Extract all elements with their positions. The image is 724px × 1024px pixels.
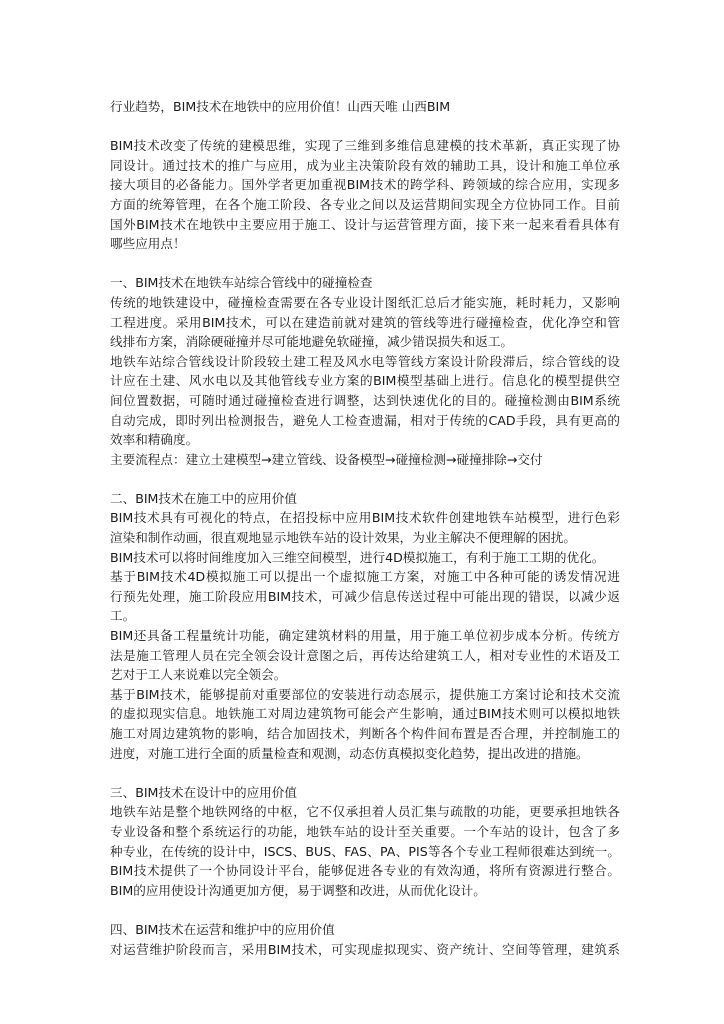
text-line: 地铁车站是整个地铁网络的中枢，它不仅承担着人员汇集与疏散的功能，更要承担地铁各 <box>110 804 620 820</box>
text-line: 同设计。通过技术的推广与应用，成为业主决策阶段有效的辅助工具，设计和施工单位承 <box>110 157 620 173</box>
spacer <box>110 254 620 274</box>
text-line: 渲染和制作动画，很直观地显示地铁车站的设计效果，为业主解决不便理解的困扰。 <box>110 530 576 546</box>
text-line: 法是施工管理人员在完全领会设计意图之后，再传达给建筑工人，相对专业性的术语及工 <box>110 647 620 663</box>
text-line: 进度，对施工进行全面的质量检查和观测，动态仿真模拟变化趋势，提出改进的措施。 <box>110 745 589 761</box>
text-line: BIM技术提供了一个协同设计平台，能够促进各专业的有效沟通，将所有资源进行整合。 <box>110 863 620 879</box>
spacer <box>110 117 620 137</box>
text-line: BIM的应用使设计沟通更加方便，易于调整和改进，从而优化设计。 <box>110 882 486 898</box>
text-line: 对运营维护阶段而言，采用BIM技术，可实现虚拟现实、资产统计、空间等管理，建筑系 <box>110 941 620 957</box>
text-line: 基于BIM技术4D模拟施工可以提出一个虚拟施工方案，对施工中各种可能的诱发情况进 <box>110 569 620 585</box>
spacer <box>110 469 620 489</box>
document-page <box>110 97 620 959</box>
section-design <box>110 783 620 901</box>
text-line: 工程进度。采用BIM技术，可以在建造前就对建筑的管线等进行碰撞检查，优化净空和管 <box>110 314 620 330</box>
section-heading: 三、BIM技术在设计中的应用价值 <box>110 784 297 800</box>
section-heading: 二、BIM技术在施工中的应用价值 <box>110 490 297 506</box>
text-line: 行预先处理，施工阶段应用BIM技术，可减少信息传送过程中可能出现的错误，以减少返 <box>110 588 620 604</box>
process-flow: 主要流程点：建立土建模型→建立管线、设备模型→碰撞检测→碰撞排除→交付 <box>110 451 543 467</box>
text-line: 线排布方案，消除硬碰撞并尽可能地避免软碰撞，减少错误损失和返工。 <box>110 334 513 350</box>
text-line: 基于BIM技术，能够提前对重要部位的安装进行动态展示，提供施工方案讨论和技术交流 <box>110 686 620 702</box>
text-line: 的虚拟现实信息。地铁施工对周边建筑物可能会产生影响，通过BIM技术则可以模拟地铁 <box>110 706 620 722</box>
spacer <box>110 900 620 920</box>
text-line: 艺对于工人来说难以完全领会。 <box>110 667 287 683</box>
text-line: 间位置数据，可随时通过碰撞检查进行调整，达到快速优化的目的。碰撞检测由BIM系统 <box>110 392 620 408</box>
text-line: 种专业，在传统的设计中，ISCS、BUS、FAS、PA、PIS等各个专业工程师很难达到统一。 <box>110 843 620 859</box>
text-line: 自动完成，即时列出检测报告，避免人工检查遗漏，相对于传统的CAD手段，具有更高的 <box>110 412 620 428</box>
text-line: BIM还具备工程量统计功能，确定建筑材料的用量，用于施工单位初步成本分析。传统方 <box>110 628 620 644</box>
text-line: 国外BIM技术在地铁中主要应用于施工、设计与运营管理方面，接下来一起来看看具体有 <box>110 216 620 232</box>
text-line: 施工对周边建筑物的影响，结合加固技术，判断各个构件间布置是否合理，并控制施工的 <box>110 726 620 741</box>
text-line: 传统的地铁建设中，碰撞检查需要在各专业设计图纸汇总后才能实施，耗时耗力，又影响 <box>110 294 620 310</box>
section-heading: 一、BIM技术在地铁车站综合管线中的碰撞检查 <box>110 275 373 291</box>
text-line: 效率和精确度。 <box>110 432 199 448</box>
document-title: 行业趋势，BIM技术在地铁中的应用价值！山西天唯 山西BIM <box>110 99 451 114</box>
intro-paragraph <box>110 136 620 254</box>
text-line: 方面的统筹管理，在各个施工阶段、各专业之间以及运营期间实现全方位协同工作。目前 <box>110 196 620 212</box>
section-construction <box>110 489 620 763</box>
text-line: BIM技术具有可视化的特点，在招投标中应用BIM技术软件创建地铁车站模型，进行色彩 <box>110 510 620 526</box>
section-heading: 四、BIM技术在运营和维护中的应用价值 <box>110 921 335 937</box>
text-line: 专业设备和整个系统运行的功能，地铁车站的设计至关重要。一个车站的设计，包含了多 <box>110 823 620 839</box>
text-line: BIM技术改变了传统的建模思维，实现了三维到多维信息建模的技术革新，真正实现了协 <box>110 138 620 154</box>
text-line: 地铁车站综合管线设计阶段较土建工程及风水电等管线方案设计阶段滞后，综合管线的设 <box>110 353 620 369</box>
text-line: BIM技术可以将时间维度加入三维空间模型，进行4D模拟施工，有利于施工工期的优化。 <box>110 549 605 565</box>
section-collision-check <box>110 273 620 469</box>
section-operation <box>110 920 620 959</box>
text-line: 哪些应用点！ <box>110 236 186 252</box>
spacer <box>110 763 620 783</box>
text-line: 工。 <box>110 608 136 624</box>
text-line: 接大项目的必备能力。国外学者更加重视BIM技术的跨学科、跨领域的综合应用，实现多 <box>110 177 620 193</box>
text-line: 计应在土建、风水电以及其他管线专业方案的BIM模型基础上进行。信息化的模型提供空 <box>110 373 620 389</box>
